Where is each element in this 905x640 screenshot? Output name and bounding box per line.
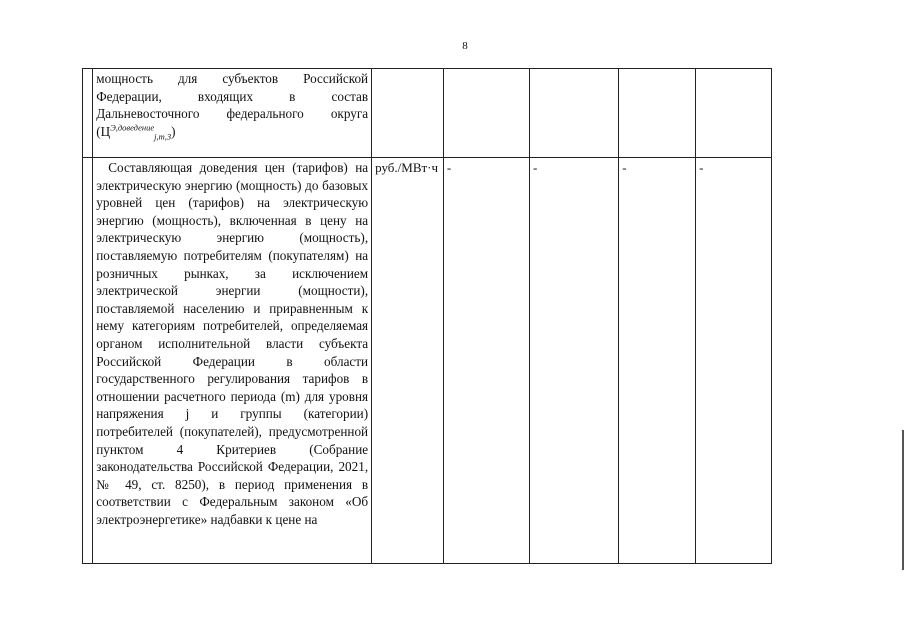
page-number: 8	[462, 40, 468, 52]
tariff-table	[82, 68, 772, 564]
value-cell	[696, 158, 772, 564]
value-cell	[443, 158, 529, 564]
row-description: мощность для субъектов Российской Федерации, входящих в состав Дальневосточного федерального округа	[96, 71, 369, 122]
value-dash: -	[533, 160, 538, 175]
value-cell	[696, 69, 772, 158]
value-cell	[619, 158, 696, 564]
value-dash: -	[699, 160, 704, 175]
row-description: Составляющая доведения цен (тарифов) на электрическую энергию (мощность) до базовых уровней цен (тарифов) на электрическую энергию (мощность), включенная в цену на электрическую энергию (мощность), поставляемую потребителям (покупателям) на розничных рынках, за исключением электрической энергии (мощности), поставляемой населению и приравненным к нему категориям потребителей, определяемая органом исполнительной власти субъекта Российской Федерации в области государственного регулирования тарифов в отношении расчетного периода (m) для уровня напряжения j и группы (категории) потребителей (покупателей), предусмотренной пунктом 4 Критериев (Собрание законодательства Российской Федерации, 2021, № 49, ст. 8250), в период применения в соответствии с Федеральным законом «Об электроэнергетике» надбавки к цене на	[96, 160, 369, 527]
description-cell	[93, 69, 372, 158]
unit-cell	[372, 158, 444, 564]
table-row	[83, 158, 772, 564]
index-cell	[83, 69, 93, 158]
unit-label: руб./МВт·ч	[375, 160, 439, 175]
unit-cell	[372, 69, 444, 158]
value-dash: -	[622, 160, 627, 175]
index-cell	[83, 158, 93, 564]
value-cell	[530, 158, 619, 564]
table-row	[83, 69, 772, 158]
scan-edge-line	[902, 430, 904, 570]
value-cell	[443, 69, 529, 158]
value-cell	[619, 69, 696, 158]
value-cell	[530, 69, 619, 158]
formula-symbol: $(Ц^{Э,доведение}_{j,m,3})$	[96, 122, 176, 142]
description-cell	[93, 158, 372, 564]
value-dash: -	[446, 160, 452, 175]
